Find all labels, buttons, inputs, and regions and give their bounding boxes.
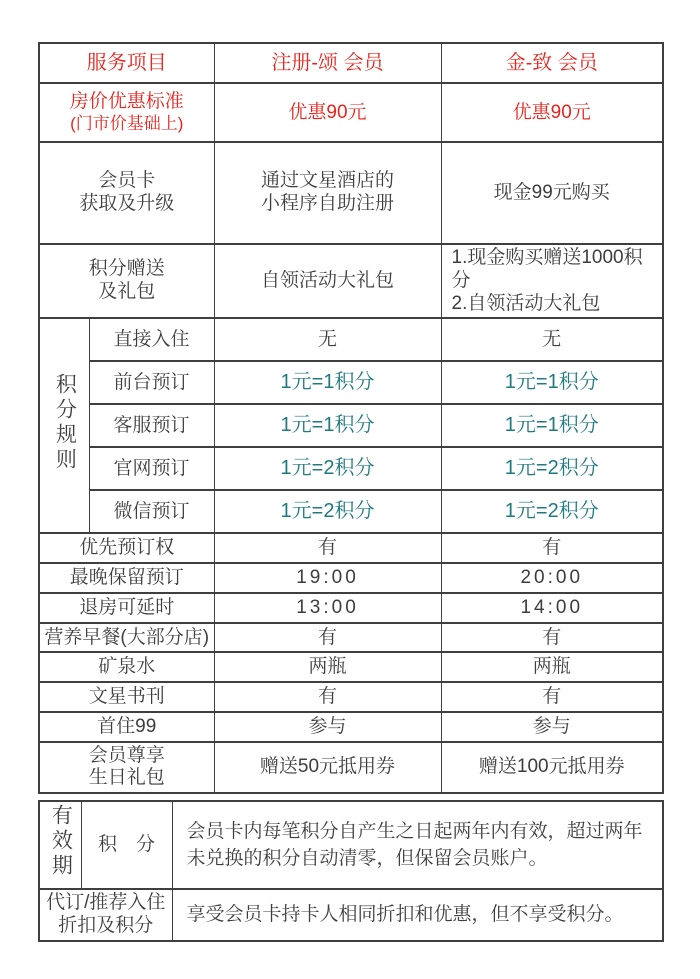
- agency-text: 享受会员卡持卡人相同折扣和优惠，但不享受积分。: [172, 889, 663, 941]
- points-gift-label: [39, 244, 214, 318]
- benefit-label: 退房可延时: [39, 593, 214, 623]
- benefit-value-member1: 13:00: [214, 593, 441, 623]
- membership-benefits-table: [38, 42, 664, 794]
- points-rule-row-direct: [39, 318, 663, 361]
- gift-label-line2: 及礼包: [98, 281, 156, 303]
- agency-label-line1: 代订/推荐入住: [46, 891, 166, 913]
- birthday-label-line2: 生日礼包: [88, 767, 165, 789]
- points-rule-value-member1: 无: [214, 318, 441, 361]
- birthday-gift-row: [39, 742, 663, 794]
- gift-value-member1: 自领活动大礼包: [214, 244, 441, 318]
- benefit-value-member1: 有: [214, 533, 441, 563]
- benefit-value-member1: 19:00: [214, 563, 441, 593]
- card-obtain-label: [39, 142, 214, 244]
- card-v1-line2: 小程序自助注册: [260, 193, 394, 214]
- card-label-line2: 获取及升级: [79, 193, 175, 214]
- benefit-row-water: [39, 652, 663, 682]
- gift-v2-line1: 1.现金购买赠送1000积分: [451, 247, 643, 291]
- agency-booking-row: [39, 889, 663, 941]
- agency-label: [39, 889, 172, 941]
- points-gift-row: [39, 244, 663, 318]
- birthday-label-line1: 会员尊享: [88, 744, 165, 766]
- gift-value-member2: [441, 244, 663, 318]
- benefit-value-member1: 参与: [214, 712, 441, 742]
- header-member2-cell: 金-致 会员: [441, 43, 663, 83]
- price-label-line1: 房价优惠标准: [69, 90, 184, 112]
- points-rule-row-website: [39, 447, 663, 490]
- agency-label-line2: 折扣及积分: [58, 914, 154, 936]
- benefit-value-member1: 两瓶: [214, 652, 441, 682]
- gift-label-line1: 积分赠送: [88, 258, 165, 280]
- table-header-row: [39, 43, 663, 83]
- price-discount-label: [39, 83, 214, 142]
- points-rules-group-cell: [39, 318, 89, 533]
- points-rule-value-member1: 1元=1积分: [214, 361, 441, 404]
- birthday-value-member1: 赠送50元抵用券: [214, 742, 441, 794]
- benefit-value-member2: 20:00: [441, 563, 663, 593]
- benefit-value-member2: 有: [441, 533, 663, 563]
- points-rule-value-member2: 1元=2积分: [441, 490, 663, 533]
- validity-text: 会员卡内每笔积分自产生之日起两年内有效，超过两年未兑换的积分自动清零，但保留会员账户。: [172, 801, 663, 889]
- footer-notes-table: [38, 800, 664, 941]
- benefit-value-member2: 有: [441, 682, 663, 712]
- benefit-value-member2: 两瓶: [441, 652, 663, 682]
- benefit-label: 最晚保留预订: [39, 563, 214, 593]
- benefit-label: 文星书刊: [39, 682, 214, 712]
- birthday-value-member2: 赠送100元抵用券: [441, 742, 663, 794]
- header-service-cell: 服务项目: [39, 43, 214, 83]
- points-rule-label: 前台预订: [89, 361, 214, 404]
- validity-sub-label: 积 分: [81, 801, 172, 889]
- benefit-row-books: [39, 682, 663, 712]
- points-rule-label: 官网预订: [89, 447, 214, 490]
- benefit-label: 优先预订权: [39, 533, 214, 563]
- points-rule-label: 微信预订: [89, 490, 214, 533]
- points-rule-row-frontdesk: [39, 361, 663, 404]
- points-rule-value-member2: 1元=1积分: [441, 404, 663, 447]
- price-discount-row: [39, 83, 663, 142]
- card-label-line1: 会员卡: [98, 170, 156, 192]
- points-rule-label: 客服预订: [89, 404, 214, 447]
- gift-v2-line2: 2.自领活动大礼包: [451, 292, 601, 314]
- points-rule-row-service: [39, 404, 663, 447]
- points-rule-value-member2: 1元=2积分: [441, 447, 663, 490]
- price-value-member1: 优惠90元: [214, 83, 441, 142]
- card-obtain-row: [39, 142, 663, 244]
- benefit-row-late-checkout: [39, 593, 663, 623]
- card-value-member2: 现金99元购买: [441, 142, 663, 244]
- points-rule-label: 直接入住: [89, 318, 214, 361]
- benefit-label: 首住99: [39, 712, 214, 742]
- benefit-label: 矿泉水: [39, 652, 214, 682]
- benefit-row-firststay99: [39, 712, 663, 742]
- benefit-value-member1: 有: [214, 682, 441, 712]
- header-member1-cell: 注册-颂 会员: [214, 43, 441, 83]
- points-rule-value-member1: 1元=2积分: [214, 490, 441, 533]
- points-rule-value-member2: 无: [441, 318, 663, 361]
- points-validity-row: [39, 801, 663, 889]
- benefit-row-breakfast: [39, 623, 663, 653]
- points-rule-value-member2: 1元=1积分: [441, 361, 663, 404]
- points-rule-value-member1: 1元=2积分: [214, 447, 441, 490]
- benefit-value-member2: 14:00: [441, 593, 663, 623]
- benefit-value-member2: 有: [441, 623, 663, 653]
- points-rules-group-label: 积分规则: [53, 372, 77, 473]
- card-value-member1: [214, 142, 441, 244]
- benefit-label: 营养早餐(大部分店): [39, 623, 214, 653]
- points-rule-row-wechat: [39, 490, 663, 533]
- benefit-value-member1: 有: [214, 623, 441, 653]
- benefit-value-member2: 参与: [441, 712, 663, 742]
- price-label-line2: (门市价基础上): [70, 113, 184, 133]
- validity-group-label: 有效期: [49, 804, 73, 880]
- benefit-row-priority: [39, 533, 663, 563]
- validity-group-cell: [39, 801, 81, 889]
- benefit-row-hold-time: [39, 563, 663, 593]
- points-rule-value-member1: 1元=1积分: [214, 404, 441, 447]
- card-v1-line1: 通过文星酒店的: [260, 170, 394, 192]
- birthday-gift-label: [39, 742, 214, 794]
- price-value-member2: 优惠90元: [441, 83, 663, 142]
